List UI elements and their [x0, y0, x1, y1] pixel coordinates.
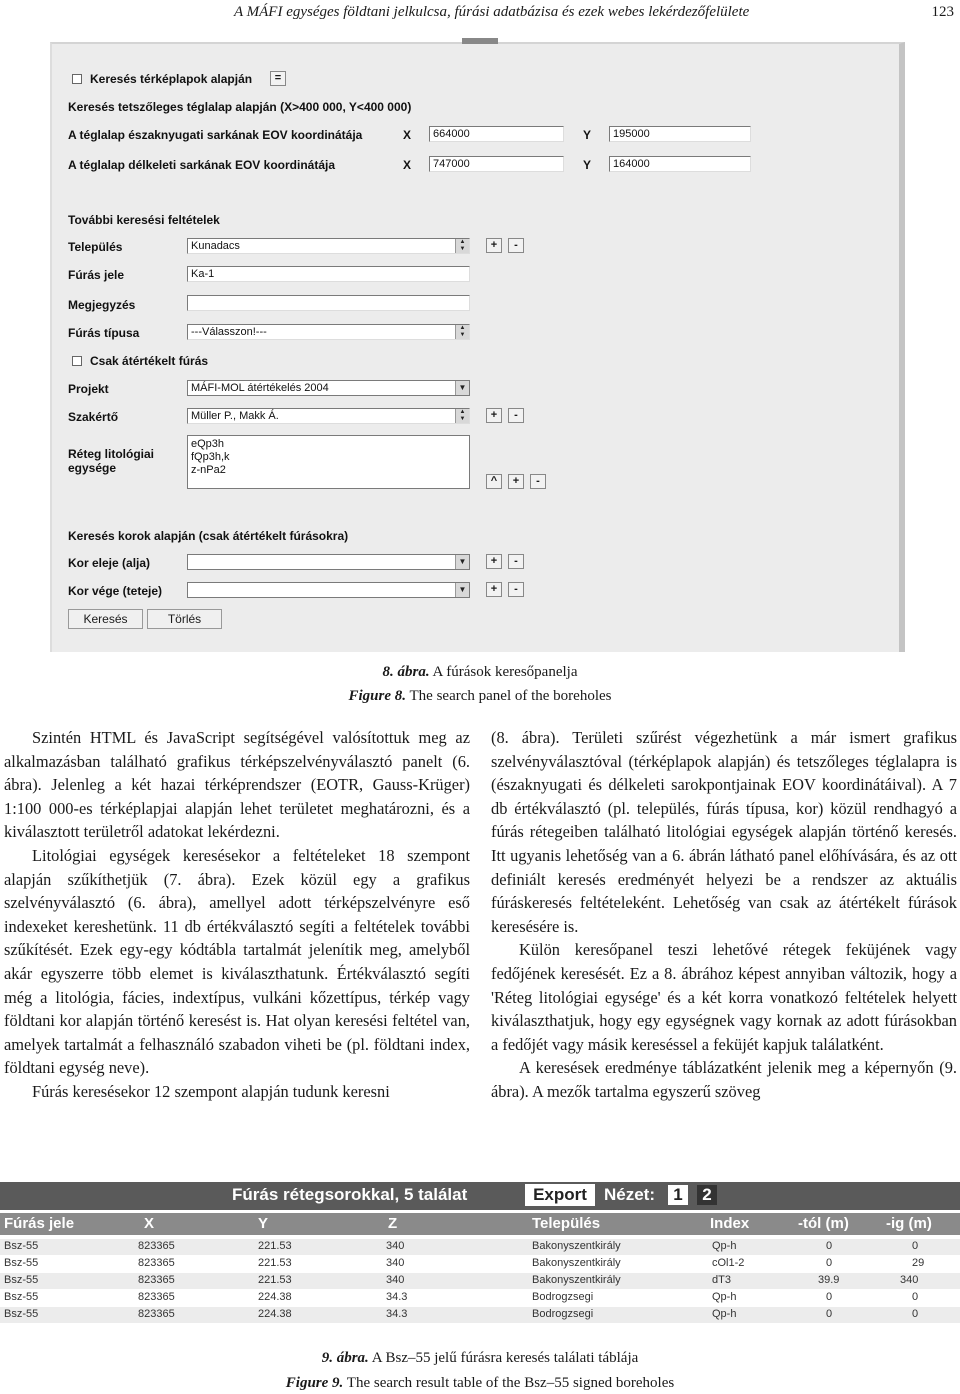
results-header-row — [0, 1213, 960, 1235]
figure-8-caption-en — [0, 688, 960, 705]
nw-x-label: X — [403, 128, 412, 142]
cell-x: 823365 — [138, 1240, 175, 1252]
settlement-remove-button[interactable]: - — [508, 238, 524, 253]
lithology-item[interactable]: eQp3h — [191, 438, 225, 450]
expert-input[interactable] — [187, 408, 470, 424]
map-search-checkbox[interactable] — [72, 74, 82, 84]
cell-index: Qp-h — [712, 1240, 737, 1252]
project-label: Projekt — [68, 382, 109, 396]
cell-z: 34.3 — [386, 1308, 408, 1320]
lithology-item[interactable]: z-nPa2 — [191, 464, 226, 476]
rect-search-title: Keresés tetszőleges téglalap alapján (X>400 000, Y<400 000) — [68, 100, 412, 114]
settlement-add-button[interactable]: + — [486, 238, 502, 253]
age-start-remove-button[interactable]: - — [508, 554, 524, 569]
panel-top-tab — [462, 38, 498, 44]
cell-z: 340 — [386, 1274, 405, 1286]
age-end-label: Kor vége (teteje) — [68, 584, 163, 598]
column-header-y[interactable]: Y — [258, 1215, 269, 1232]
running-title: A MÁFI egységes földtani jelkulcsa, fúrási adatbázisa és ezek webes lekérdezőfelülete — [234, 4, 750, 20]
cell-settlement: Bakonyszentkirály — [532, 1257, 621, 1269]
se-y-input[interactable]: 164000 — [609, 156, 751, 172]
cell-to: 0 — [912, 1291, 919, 1303]
figure-9-caption-en — [0, 1375, 960, 1392]
age-end-remove-button[interactable]: - — [508, 582, 524, 597]
cell-to: 0 — [912, 1308, 919, 1320]
cell-x: 823365 — [138, 1257, 175, 1269]
table-row[interactable] — [0, 1256, 960, 1272]
figure-9-number-hu: 9. ábra. — [321, 1350, 369, 1366]
cell-borehole-id: Bsz-55 — [4, 1257, 39, 1269]
expert-remove-button[interactable]: - — [508, 408, 524, 423]
cell-z: 34.3 — [386, 1291, 408, 1303]
borehole-id-input[interactable]: Ka-1 — [187, 266, 470, 282]
cell-from: 0 — [826, 1308, 833, 1320]
page-number: 123 — [931, 4, 954, 20]
figure-8-text-en: The search panel of the boreholes — [409, 688, 612, 704]
cell-index: cOl1-2 — [712, 1257, 745, 1269]
nw-corner-label: A téglalap északnyugati sarkának EOV koordinátája — [68, 128, 363, 142]
cell-borehole-id: Bsz-55 — [4, 1274, 39, 1286]
nw-x-input[interactable]: 664000 — [429, 126, 564, 142]
lithology-label — [68, 447, 154, 475]
cell-settlement: Bakonyszentkirály — [532, 1274, 621, 1286]
view-page-1-button[interactable]: 1 — [668, 1185, 688, 1205]
cell-borehole-id: Bsz-55 — [4, 1291, 39, 1303]
cell-index: Qp-h — [712, 1308, 737, 1320]
settlement-spinner[interactable]: ▲ ▼ — [455, 239, 469, 253]
results-title: Fúrás rétegsorokkal, 5 találat — [232, 1185, 468, 1204]
cell-from: 0 — [826, 1291, 833, 1303]
column-header-settlement[interactable]: Település — [532, 1215, 601, 1232]
cell-from: 39.9 — [818, 1274, 840, 1286]
expert-add-button[interactable]: + — [486, 408, 502, 423]
cell-x: 823365 — [138, 1291, 175, 1303]
cell-y: 224.38 — [258, 1291, 292, 1303]
map-search-label: Keresés térképlapok alapján — [90, 72, 253, 86]
lithology-remove-button[interactable]: - — [530, 474, 546, 489]
settlement-label: Település — [68, 240, 123, 254]
cell-to: 340 — [900, 1274, 919, 1286]
se-x-input[interactable]: 747000 — [429, 156, 564, 172]
more-conditions-title: További keresési feltételek — [68, 213, 220, 227]
cell-from: 0 — [826, 1257, 833, 1269]
nw-y-input[interactable]: 195000 — [609, 126, 751, 142]
column-header-z[interactable]: Z — [388, 1215, 398, 1232]
age-end-select[interactable] — [187, 582, 470, 598]
borehole-type-label: Fúrás típusa — [68, 326, 140, 340]
cell-from: 0 — [826, 1240, 833, 1252]
cell-settlement: Bodrogzsegi — [532, 1291, 594, 1303]
figure-9-text-en: The search result table of the Bsz–55 signed boreholes — [346, 1375, 675, 1391]
settlement-input[interactable] — [187, 238, 470, 254]
figure-8-number-en: Figure 8. — [348, 688, 407, 704]
cell-x: 823365 — [138, 1274, 175, 1286]
expert-spinner[interactable]: ▲ ▼ — [455, 409, 469, 423]
nw-y-label: Y — [583, 128, 592, 142]
lithology-item[interactable]: fQp3h,k — [191, 451, 230, 463]
paragraph: A keresések eredménye táblázatként jelenik meg a képernyőn (9. ábra). A mezők tartalma egyszerű szöveg — [491, 1058, 957, 1101]
figure-9-caption-hu — [0, 1350, 960, 1367]
borehole-type-select[interactable] — [187, 324, 470, 340]
search-button[interactable]: Keresés — [68, 609, 143, 629]
cell-y: 221.53 — [258, 1274, 292, 1286]
age-start-select[interactable] — [187, 554, 470, 570]
table-row[interactable] — [0, 1290, 960, 1306]
expert-label: Szakértő — [68, 410, 119, 424]
age-start-label: Kor eleje (alja) — [68, 556, 151, 570]
paragraph: Külön keresőpanel teszi lehetővé rétegek feküjének vagy fedőjének keresését. Ez a 8. ábrához képest annyiban változik, hogy a 'Réteg litológiai egysége' és a két korra vonatkozó feltételek helyett kiválaszthatjuk, hogy egy egységnek vagy kornak az adott fúrásokban a fedőjét vagy másik kereséssel a feküjét kapjuk találatként. — [491, 940, 957, 1054]
view-page-2-button[interactable]: 2 — [697, 1185, 717, 1205]
project-select[interactable] — [187, 380, 470, 396]
lithology-label-line1: Réteg litológiai — [68, 447, 155, 461]
body-column-right — [491, 726, 957, 1104]
cell-z: 340 — [386, 1257, 405, 1269]
column-header-index[interactable]: Index — [710, 1215, 750, 1232]
cell-x: 823365 — [138, 1308, 175, 1320]
paragraph: Fúrás keresésekor 12 szempont alapján tudunk keresni — [32, 1081, 390, 1101]
column-header-from[interactable]: -tól (m) — [798, 1215, 849, 1232]
cell-settlement: Bodrogzsegi — [532, 1308, 594, 1320]
paragraph: Litológiai egységek keresésekor a feltételeket 18 szempont alapján szűkíthetjük (7. ábra). Ezek közül egy a grafikus szelvényválasztó (6. ábra), amellyel adott térképszelvényre eső indexeket kereshetünk. 11 db értékválasztó segíti a feltételek további szűkítését. Ezek egy-egy kódtábla tartalmát jelenítik meg, amelyből akár egyszerre több elemet is kiválaszthatunk. Értékválasztó segíti még a litológia, fácies, indextípus, vulkáni kőzettípus, térkép vagy földtani kor alapján történő keresést is. Hat olyan keresési feltétel van, amelyek tartalmát a felhasználó szabadon viheti be (pl. földtani index, földtani egység neve). — [4, 845, 470, 1078]
table-row[interactable] — [0, 1273, 960, 1289]
se-x-label: X — [403, 158, 412, 172]
lithology-add-button[interactable]: + — [508, 474, 524, 489]
note-label: Megjegyzés — [68, 298, 136, 312]
cell-to: 29 — [912, 1257, 925, 1269]
export-button[interactable]: Export — [525, 1184, 595, 1206]
borehole-id-label: Fúrás jele — [68, 268, 125, 282]
lithology-listbox[interactable] — [187, 435, 470, 489]
figure-9-number-en: Figure 9. — [285, 1375, 344, 1391]
chevron-down-icon[interactable]: ▼ — [455, 555, 469, 569]
chevron-down-icon[interactable]: ▼ — [455, 583, 469, 597]
cell-y: 224.38 — [258, 1308, 292, 1320]
figure-8-number-hu: 8. ábra. — [382, 664, 430, 680]
only-reviewed-label: Csak átértékelt fúrás — [90, 354, 209, 368]
paragraph: (8. ábra). Területi szűrést végezhetünk a már ismert grafikus szelvényválasztóval (térképlapok alapján) és tetszőleges téglalapra is (északnyugati és délkeleti sarokpontjainak EOV koordinátáival). A 7 db értékválasztó (pl. település, fúrás típusa, kor) közül rendhagyó a fúrás rétegeiben található litológiai egységek alapján történő keresés. Itt ugyanis lehetőség van a 6. ábrán látható panel előhívására, és az ott definiált keresés eredményét helyezi be a rendszer az aktuális fúráskeresés feltételeként. Lehetőség van csak az átértékelt fúrások keresésére is. — [491, 728, 957, 936]
project-value: MÁFI-MOL átértékelés 2004 — [191, 382, 329, 394]
results-title-bar — [0, 1182, 960, 1210]
lithology-label-line2: egysége — [68, 461, 117, 475]
cell-y: 221.53 — [258, 1240, 292, 1252]
column-header-x[interactable]: X — [144, 1215, 155, 1232]
figure-8-caption-hu — [0, 664, 960, 681]
cell-index: dT3 — [712, 1274, 731, 1286]
column-header-to[interactable]: -ig (m) — [886, 1215, 932, 1232]
paragraph: Szintén HTML és JavaScript segítségével valósítottuk meg az alkalmazásban található grafikus térképszelvényválasztó panelt (6. ábra). Jelenleg a két hazai térképrendszer (EOTR, Gauss-Krüger) 1:100 000-es térképlapjai alapján lehet területet meghatározni, és a kiválasztott területről adatokat lekérdezni. — [4, 728, 470, 842]
age-start-add-button[interactable]: + — [486, 554, 502, 569]
cell-borehole-id: Bsz-55 — [4, 1308, 39, 1320]
map-search-button[interactable]: = — [270, 71, 286, 86]
view-label: Nézet: — [604, 1185, 656, 1204]
table-row[interactable] — [0, 1239, 960, 1255]
borehole-type-spinner[interactable]: ▲ ▼ — [455, 325, 469, 339]
chevron-down-icon[interactable]: ▼ — [455, 381, 469, 395]
settlement-value: Kunadacs — [191, 240, 240, 252]
column-header-borehole-id[interactable]: Fúrás jele — [4, 1215, 75, 1232]
cell-y: 221.53 — [258, 1257, 292, 1269]
age-search-title: Keresés korok alapján (csak átértékelt fúrásokra) — [68, 529, 349, 543]
only-reviewed-checkbox[interactable] — [72, 356, 82, 366]
clear-button[interactable]: Törlés — [147, 609, 222, 629]
table-row[interactable] — [0, 1307, 960, 1323]
lithology-up-button[interactable]: ^ — [486, 474, 502, 489]
search-panel — [50, 42, 905, 652]
expert-value: Müller P., Makk Á. — [191, 410, 279, 422]
figure-8-text-hu: A fúrások keresőpanelja — [432, 664, 578, 680]
cell-to: 0 — [912, 1240, 919, 1252]
figure-9-text-hu: A Bsz–55 jelű fúrásra keresés találati táblája — [371, 1350, 639, 1366]
cell-index: Qp-h — [712, 1291, 737, 1303]
results-table — [0, 1182, 960, 1327]
cell-settlement: Bakonyszentkirály — [532, 1240, 621, 1252]
se-corner-label: A téglalap délkeleti sarkának EOV koordinátája — [68, 158, 335, 172]
body-column-left — [4, 726, 470, 1104]
borehole-type-value: ---Válasszon!--- — [191, 326, 267, 338]
cell-z: 340 — [386, 1240, 405, 1252]
se-y-label: Y — [583, 158, 592, 172]
age-end-add-button[interactable]: + — [486, 582, 502, 597]
cell-borehole-id: Bsz-55 — [4, 1240, 39, 1252]
note-input[interactable] — [187, 295, 470, 311]
